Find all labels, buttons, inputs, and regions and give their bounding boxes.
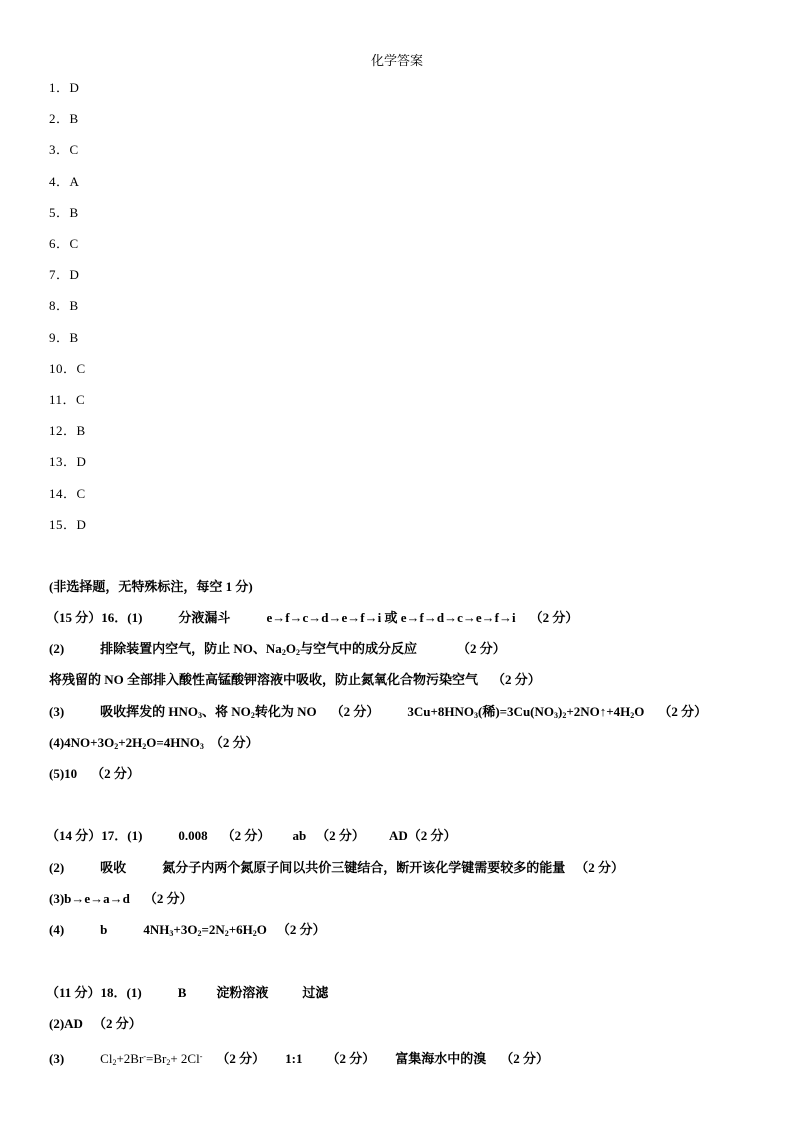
q18-line1 bbox=[46, 982, 328, 1001]
q17-score-3: （2 分） bbox=[407, 828, 457, 843]
q17-eq-c: =2N bbox=[201, 922, 225, 937]
q16-score-3: （2 分） bbox=[492, 672, 541, 687]
q16-answer-2: e→f→c→d→e→f→i 或 e→f→d→c→e→f→i bbox=[266, 610, 516, 625]
q18-score-2: （2 分） bbox=[216, 1051, 266, 1066]
q17-score-4: （2 分） bbox=[575, 860, 624, 875]
q16-line4: (3) 吸收挥发的 $HNO_3$、将 $NO_2$转化为 NO （2 分） $3Cu+8HNO_3$(稀)$=3Cu(NO_3)_2+2NO↑+4H_2O$ （2 分） bbox=[49, 704, 708, 720]
mc-answer-item: 5．B bbox=[49, 204, 79, 220]
q16-eq-b: (稀)=3Cu(NO bbox=[477, 704, 554, 719]
q16-eq-d: O bbox=[634, 704, 645, 719]
q17-line1 bbox=[46, 825, 456, 844]
section-note: (非选择题，无特殊标注，每空 1 分) bbox=[49, 579, 253, 594]
q16-line2: (2) 排除装置内空气，防止 NO、$Na_2O_2$与空气中的成分反应 （2 分） bbox=[49, 641, 506, 657]
q18-ratio: 1:1 bbox=[285, 1051, 303, 1066]
q16-score-7: （2 分） bbox=[91, 766, 140, 781]
q18-answer-3: 过滤 bbox=[302, 985, 329, 1000]
q18-part2: (2)AD bbox=[49, 1016, 83, 1031]
mc-answer-item: 2．B bbox=[49, 111, 79, 127]
q16-line1 bbox=[46, 607, 578, 626]
q16-part2-label: (2) bbox=[49, 641, 65, 656]
mc-answer-item: 6．C bbox=[49, 236, 79, 251]
q17-answer-3: AD bbox=[388, 828, 408, 843]
mc-answer-item: 10．C bbox=[49, 360, 86, 376]
q18-part3-c: 富集海水中的溴 bbox=[395, 1051, 487, 1066]
q16-score-5: （2 分） bbox=[658, 704, 708, 719]
q16-part4-c: O=4HNO bbox=[146, 735, 200, 750]
q18-eq-d: + 2Cl bbox=[170, 1051, 200, 1066]
q16-part3-label: (3) bbox=[49, 704, 65, 719]
q18-head: （11 分）18．(1) bbox=[46, 985, 142, 1000]
mc-answer-item: 11．C bbox=[49, 392, 86, 407]
q17-line3 bbox=[49, 888, 193, 907]
q16-part3-b: 、将 NO bbox=[202, 704, 251, 719]
q18-score-1: （2 分） bbox=[92, 1016, 142, 1031]
q16-score-4: （2 分） bbox=[330, 704, 380, 719]
q17-score-1: （2 分） bbox=[221, 828, 271, 843]
q18-part3-label: (3) bbox=[49, 1051, 65, 1066]
q17-part2-label: (2) bbox=[49, 860, 65, 875]
q16-line6 bbox=[49, 763, 140, 782]
q17-eq-d: +6H bbox=[228, 922, 253, 937]
q18-eq-a: Cl bbox=[100, 1051, 113, 1066]
q17-part2-a: 吸收 bbox=[100, 860, 127, 875]
q16-score-2: （2 分） bbox=[456, 641, 506, 656]
mc-answer-item: 4．A bbox=[49, 173, 80, 189]
q17-eq-a: 4NH bbox=[143, 922, 170, 937]
q16-line3 bbox=[49, 669, 541, 688]
mc-answer-item: 9．B bbox=[49, 329, 79, 345]
q18-eq-b: +2Br bbox=[116, 1051, 144, 1066]
q17-part4-label: (4) bbox=[49, 922, 65, 937]
mc-answer-item: 12．B bbox=[49, 423, 86, 439]
q16-eq-a: 3Cu+8HNO bbox=[407, 704, 474, 719]
page-title: 化学答案 bbox=[370, 53, 423, 68]
mc-answer-item: 14．C bbox=[49, 485, 86, 501]
q17-part2-b: 氮分子内两个氮原子间以共价三键结合，断开该化学键需要较多的能量 bbox=[162, 860, 566, 875]
q17-score-2: （2 分） bbox=[316, 828, 365, 843]
q16-part2-line2: 将残留的 NO 全部排入酸性高锰酸钾溶液中吸收，防止氮氧化合物污染空气 bbox=[49, 672, 479, 687]
mc-answer-item: 3．C bbox=[49, 142, 79, 158]
q16-answer-1: 分液漏斗 bbox=[178, 610, 231, 625]
q17-eq-b: +3O bbox=[173, 922, 198, 937]
q16-score-1: （2 分） bbox=[529, 610, 579, 625]
q16-part2-text-pre: 排除装置内空气，防止 NO、Na bbox=[100, 641, 282, 656]
q16-part5: (5)10 bbox=[49, 766, 78, 781]
q16-eq-c: +2NO↑+4H bbox=[566, 704, 631, 719]
q18-line3: (3) $Cl_2+2Br^-=Br_2+ 2Cl^-$ （2 分） 1:1 （2 分） 富集海水中的溴 （2 分） bbox=[49, 1051, 550, 1067]
q18-score-3: （2 分） bbox=[326, 1051, 376, 1066]
mc-answer-item: 15．D bbox=[49, 516, 87, 532]
q18-score-4: （2 分） bbox=[500, 1051, 550, 1066]
q16-part3-c: 转化为 NO bbox=[254, 704, 317, 719]
mc-answer-item: 8．B bbox=[49, 298, 79, 314]
q16-part4-a: (4)4NO+3O bbox=[49, 735, 115, 750]
q18-eq-c: =Br bbox=[145, 1051, 167, 1066]
q17-line4: (4) b $4NH_3+3O_2=2N_2+6H_2O$ （2 分） bbox=[49, 922, 326, 938]
q17-line2 bbox=[49, 857, 624, 876]
q16-line5: $(4)4NO+3O_2+2H_2O=4HNO_3$ （2 分） bbox=[49, 735, 259, 751]
q17-part3: (3)b→e→a→d bbox=[49, 891, 130, 906]
q17-eq-e: O bbox=[256, 922, 267, 937]
q18-answer-1: B bbox=[177, 985, 187, 1000]
mc-answer-item: 13．D bbox=[49, 454, 87, 470]
q16-part2-text-post: 与空气中的成分反应 bbox=[299, 641, 417, 656]
mc-answer-item: 1．D bbox=[49, 80, 80, 95]
q16-score-6: （2 分） bbox=[209, 735, 259, 750]
q16-part4-b: +2H bbox=[118, 735, 143, 750]
q18-answer-2: 淀粉溶液 bbox=[216, 985, 269, 1000]
q16-head: （15 分）16．(1) bbox=[46, 610, 143, 625]
q17-part4-a: b bbox=[100, 922, 108, 937]
mc-answer-item: 7．D bbox=[49, 267, 80, 283]
q17-head: （14 分）17．(1) bbox=[46, 828, 143, 843]
q18-line2 bbox=[49, 1013, 142, 1032]
q17-score-5: （2 分） bbox=[143, 891, 193, 906]
q17-answer-1: 0.008 bbox=[178, 828, 208, 843]
q17-score-6: （2 分） bbox=[276, 922, 326, 937]
q16-part3-a: 吸收挥发的 HNO bbox=[100, 704, 199, 719]
q17-answer-2: ab bbox=[292, 828, 307, 843]
